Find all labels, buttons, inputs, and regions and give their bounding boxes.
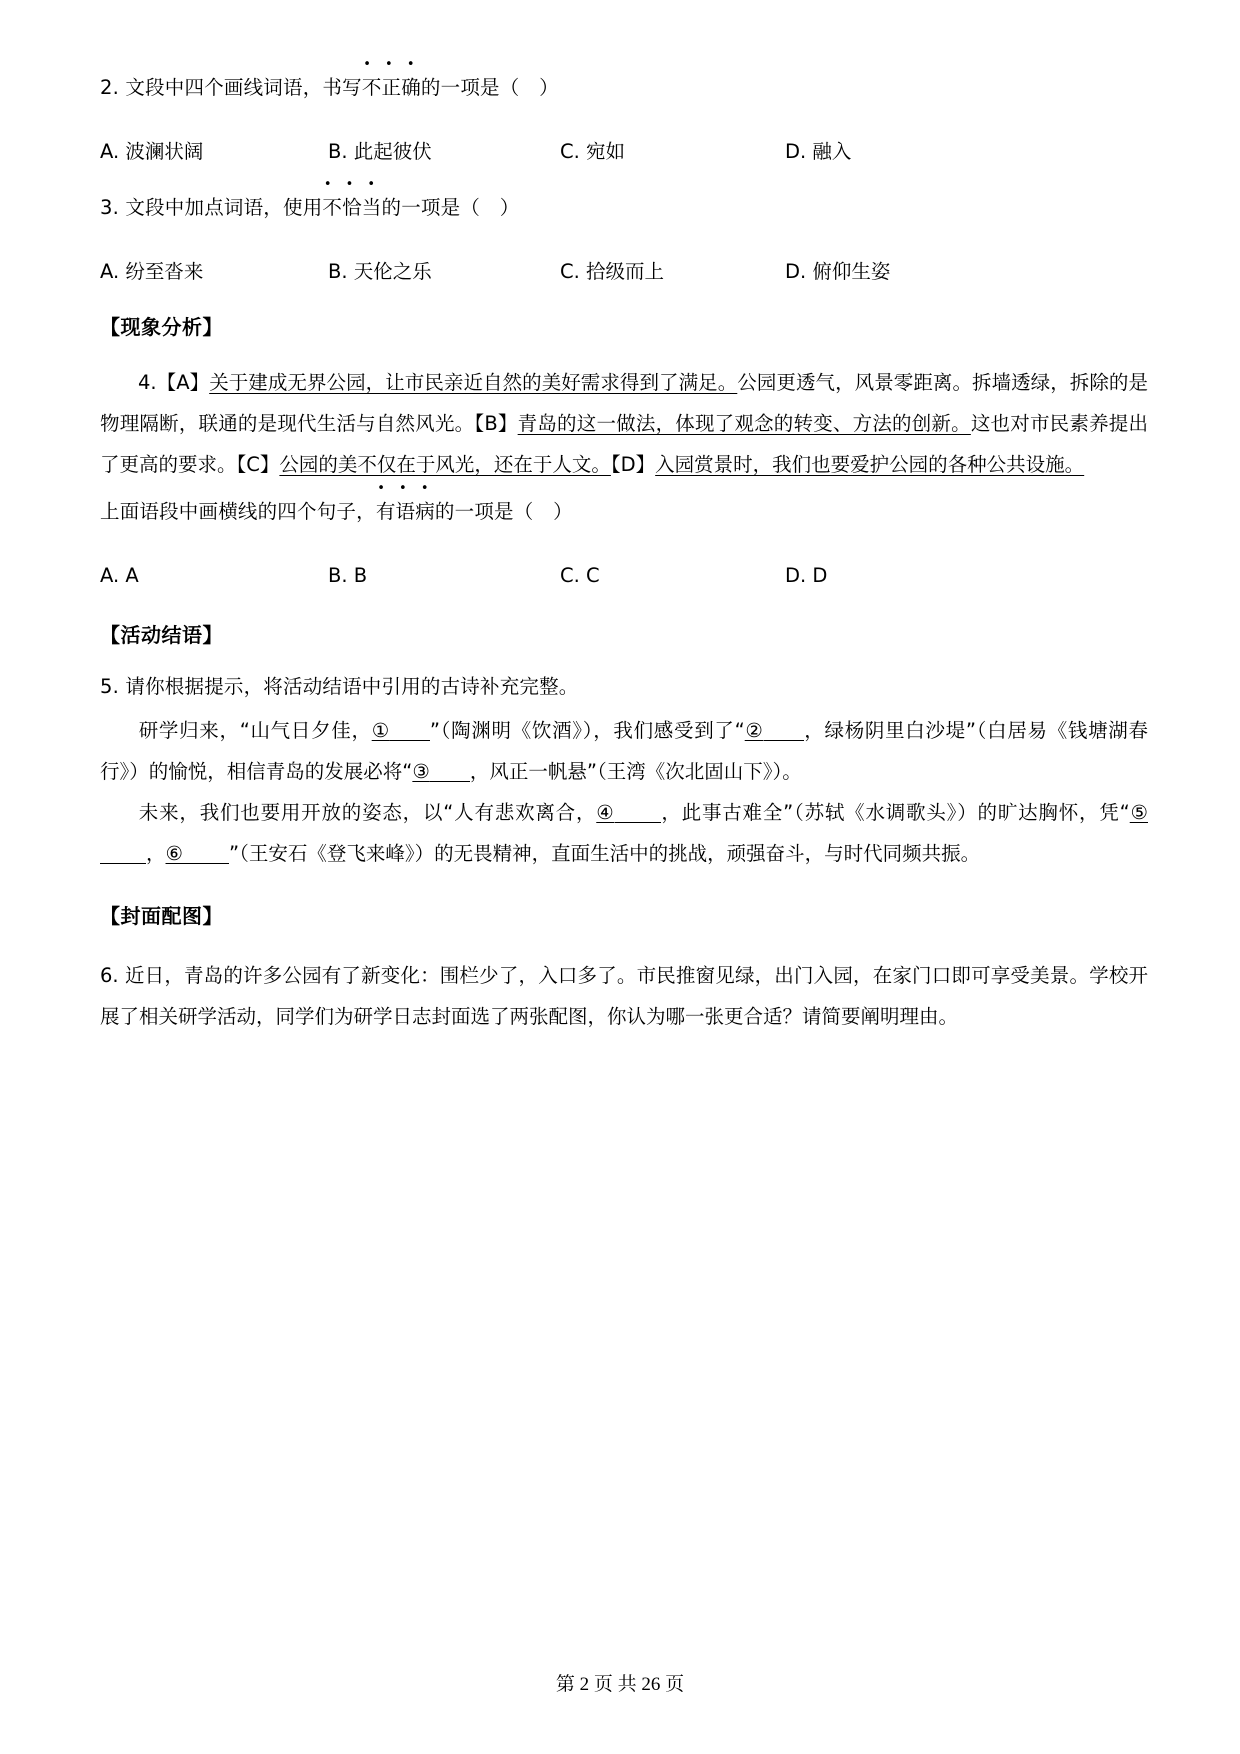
question-5-paragraph-1 [100,710,1148,792]
question-4-segment-b: 青岛的这一做法，体现了观念的转变、方法的创新。 [517,412,971,435]
q5-p1-text-b: ”（陶渊明《饮酒》），我们感受到了“ [429,719,745,742]
question-4-prompt-suffix: 的一项是（ ） [434,500,573,523]
question-4-passage [100,362,1148,485]
section-heading-analysis: 【现象分析】 [100,315,223,339]
q5-blank-line-2[interactable] [764,721,804,741]
question-3-dotted-emphasis: • • • 不恰当 [322,195,381,221]
question-4-middle-2: 这也对市民素养提出了更高的要求。 [100,412,1148,476]
question-3-options [100,259,1148,285]
question-4-tag-d: 【D】 [610,453,656,476]
question-4-options [100,563,1148,589]
question-5-paragraph-2 [100,792,1148,874]
section-heading-cover: 【封面配图】 [100,904,223,928]
q5-blank-marker-2: ② [744,719,764,742]
question-2-option-b[interactable]: B. 此起彼伏 [328,140,432,163]
q5-blank-marker-4: ④ [596,801,615,824]
q5-blank-line-4[interactable] [615,803,661,823]
q5-blank-line-3[interactable] [430,762,470,782]
q5-blank-marker-6: ⑥ [165,842,183,865]
q5-blank-line-6[interactable] [183,844,229,864]
question-4-tag-a: 【A】 [156,371,210,394]
question-4-prompt-prefix: 上面语段中画横线的四个句子， [100,500,376,523]
q5-blank-line-5[interactable] [100,844,146,864]
question-4-segment-c: 公园的美不仅在于风光，还在于人文。 [279,453,611,476]
question-6-text: 6. 近日，青岛的许多公园有了新变化：围栏少了，入口多了。市民推窗见绿，出门入园，在家门口即可享受美景。学校开展了相关研学活动，同学们为研学日志封面选了两张配图，你认为哪一张更合适？请简要阐明理由。 [100,964,1148,1028]
question-4-number: 4. [138,371,157,394]
question-4-tag-c: 【C】 [236,453,280,476]
question-2-prefix: 2. 文段中四个画线词语，书写 [100,76,362,99]
question-5-stem: 5. 请你根据提示，将活动结语中引用的古诗补充完整。 [100,675,579,698]
question-4-segment-d: 入园赏景时，我们也要爱护公园的各种公共设施。 [655,453,1085,476]
q5-p2-text-c: ， [146,842,166,865]
q5-p2-text-d: ”（王安石《登飞来峰》）的无畏精神，直面生活中的挑战，顽强奋斗，与时代同频共振。 [229,842,981,865]
question-3-stem [100,195,1148,221]
question-2-suffix: 的一项是（ ） [420,76,559,99]
question-4-prompt [100,499,1148,525]
q5-blank-marker-1: ① [371,719,390,742]
question-2-option-d[interactable]: D. 融入 [785,140,852,163]
question-2-dotted-emphasis: • • • 不正确 [362,75,421,101]
question-4-tag-b: 【B】 [474,412,518,435]
question-4-middle-1: 公园更透气，风景零距离。拆墙透绿，拆除的是物理隔断，联通的是现代生活与自然风光。 [100,371,1148,435]
q5-blank-line-1[interactable] [390,721,430,741]
question-4-option-d[interactable]: D. D [785,564,828,587]
question-3-option-b[interactable]: B. 天伦之乐 [328,260,432,283]
question-4-dotted-emphasis: • • • 有语病 [376,499,435,525]
section-heading-conclusion: 【活动结语】 [100,623,223,647]
q5-p1-text-a: 研学归来，“山气日夕佳， [138,719,372,742]
question-3-suffix: 的一项是（ ） [381,196,520,219]
question-3-option-c[interactable]: C. 拾级而上 [560,260,665,283]
q5-blank-marker-3: ③ [412,760,430,783]
q5-p1-text-d: ，风正一帆悬”（王湾《次北固山下》）。 [469,760,802,783]
question-2-option-a[interactable]: A. 波澜状阔 [100,140,204,163]
question-4-segment-a: 关于建成无界公园，让市民亲近自然的美好需求得到了满足。 [209,371,738,394]
question-4-option-a[interactable]: A. A [100,564,139,587]
q5-blank-marker-5: ⑤ [1129,801,1148,824]
q5-p2-text-a: 未来，我们也要用开放的姿态，以“人有悲欢离合， [138,801,597,824]
question-2-options [100,139,1148,165]
q5-p1-text-c: ，绿杨阴里白沙堤”（白居易《钱塘湖春行》）的愉悦，相信青岛的发展必将“ [100,719,1149,783]
q5-p2-text-b: ，此事古难全”（苏轼《水调歌头》）的旷达胸怀，凭“ [660,801,1130,824]
question-3-option-d[interactable]: D. 俯仰生姿 [785,260,891,283]
question-4-option-b[interactable]: B. B [328,564,368,587]
question-3-prefix: 3. 文段中加点词语，使用 [100,196,323,219]
page-footer: 第 2 页 共 26 页 [555,1674,685,1695]
question-2-option-c[interactable]: C. 宛如 [560,140,626,163]
question-2-stem [100,75,1148,101]
question-4-option-c[interactable]: C. C [560,564,600,587]
question-3-option-a[interactable]: A. 纷至沓来 [100,260,204,283]
